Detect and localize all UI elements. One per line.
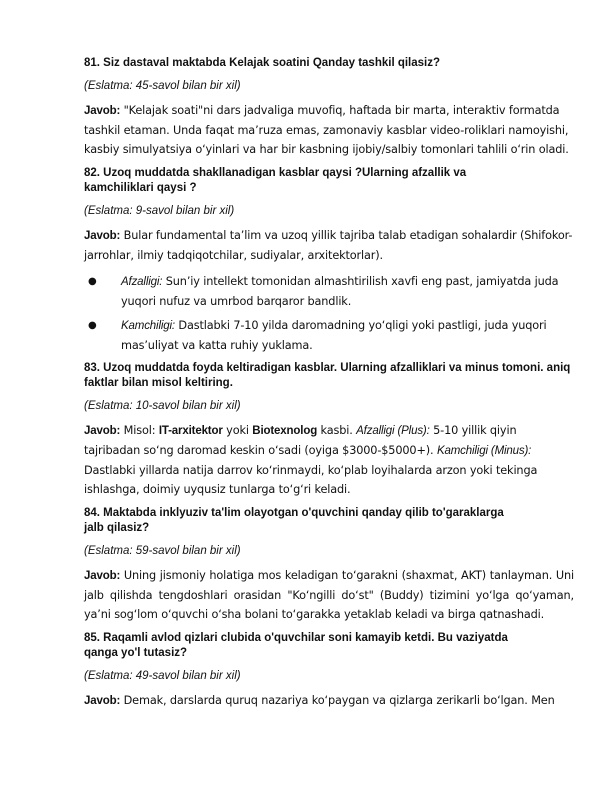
answer-82-text: Bular fundamental ta’lim va uzoq yillik tajriba talab etadigan sohalardir (Shifokor-jarrohlar, ilmiy tadqiqotchilar, sudiyalar, arxitektorlar). — [84, 229, 573, 262]
bullet-icon: ● — [88, 276, 97, 287]
question-85-note: (Eslatma: 49-savol bilan bir xil) — [84, 670, 241, 682]
list-item — [84, 316, 574, 355]
question-84-title — [84, 506, 574, 536]
question-82-note: (Eslatma: 9-savol bilan bir xil) — [84, 205, 235, 217]
answer-82-list — [84, 272, 574, 355]
question-84-title-line2: jalb qilasiz? — [84, 522, 150, 534]
answer-83-yoki: yoki — [226, 424, 249, 437]
question-81-note: (Eslatma: 45-savol bilan bir xil) — [84, 80, 241, 92]
answer-83-minus-text: Dastlabki yillarda natija darrov ko‘rinmaydi, ko‘plab loyihalarda arzon yoki tekinga ishlashga, doimiy uyqusiz tunlarga to‘g‘ri keladi. — [84, 464, 538, 496]
bullet-text: Dastlabki 7-10 yilda daromadning yo‘qligi yoki pastligi, juda yuqori mas’uliyat va katta ruhiy yuklama. — [121, 319, 547, 352]
answer-83-plus-label: Afzalligi (Plus): — [356, 425, 430, 437]
answer-82 — [84, 226, 574, 265]
answer-84-text: Uning jismoniy holatiga mos keladigan to‘garakni (shaxmat, AKT) tanlayman. Uni jalb qilishda tengdoshlari orasidan "Ko‘ngilli do‘st" (Buddy) tizimini yo‘lga qo‘yaman, ya’ni sog‘lom o‘quvchi o‘sha bolani to‘garakka yetaklab keladi va birga qatnashadi. — [84, 569, 574, 621]
bullet-label: Kamchiligi: — [121, 320, 175, 332]
answer-85-text: Demak, darslarda quruq nazariya ko‘paygan va qizlarga zerikarli bo‘lgan. Men — [123, 694, 555, 707]
answer-83-minus-label: Kamchiligi (Minus): — [436, 445, 532, 457]
answer-label: Javob: — [84, 425, 121, 437]
answer-83-kasbi: kasbi. — [320, 424, 353, 437]
question-85-title — [84, 631, 574, 661]
question-85-title-line2: qanga yo'l tutasiz? — [84, 647, 188, 659]
question-83-title: 83. Uzoq muddatda foyda keltiradigan kasblar. Ularning afzalliklari va minus tomoni. aniq faktlar bilan misol keltiring. — [84, 362, 571, 389]
answer-label: Javob: — [84, 105, 121, 117]
answer-83-job1: IT-arxitektor — [158, 425, 223, 437]
answer-81 — [84, 101, 574, 159]
answer-81-text: "Kelajak soati"ni dars jadvaliga muvofiq, haftada bir marta, interaktiv formatda tashkil etaman. Unda faqat ma’ruza emas, zamonaviy kasblar video-roliklari namoyishi, kasbiy simulyatsiya o‘yinlari va har bir kasbning ijobiy/salbiy tomonlari tahlili o‘rin oladi. — [84, 104, 569, 156]
bullet-text: Sun’iy intellekt tomonidan almashtirilish xavfi eng past, jamiyatda juda yuqori nufuz va umrbod barqaror bandlik. — [121, 275, 559, 308]
question-83-note: (Eslatma: 10-savol bilan bir xil) — [84, 400, 241, 412]
list-item — [84, 272, 574, 311]
answer-label: Javob: — [84, 570, 121, 582]
answer-84 — [84, 566, 574, 624]
question-84-title-line1: 84. Maktabda inklyuziv ta'lim olayotgan o'quvchini qanday qilib to'garaklarga — [84, 507, 504, 519]
question-82-title-line1: 82. Uzoq muddatda shakllanadigan kasblar qaysi ?Ularning afzallik va — [84, 167, 467, 179]
bullet-label: Afzalligi: — [121, 276, 163, 288]
answer-83-plus-text: 5-10 yillik qiyin tajribadan so‘ng daromad keskin o‘sadi (oyiga $3000-$5000+). — [84, 424, 517, 457]
question-81-title: 81. Siz dastaval maktabda Kelajak soatini Qanday tashkil qilasiz? — [84, 57, 441, 69]
question-82-title-line2: kamchiliklari qaysi ? — [84, 182, 197, 194]
question-82-title — [84, 166, 574, 196]
bullet-icon: ● — [88, 320, 97, 331]
question-85-title-line1: 85. Raqamli avlod qizlari clubida o'quvchilar soni kamayib ketdi. Bu vaziyatda — [84, 632, 508, 644]
answer-85 — [84, 691, 574, 711]
answer-83-misol: Misol: — [123, 424, 156, 437]
question-84-note: (Eslatma: 59-savol bilan bir xil) — [84, 545, 241, 557]
answer-83 — [84, 421, 574, 499]
answer-label: Javob: — [84, 695, 121, 707]
answer-label: Javob: — [84, 230, 121, 242]
answer-83-job2: Biotexnolog — [252, 425, 318, 437]
